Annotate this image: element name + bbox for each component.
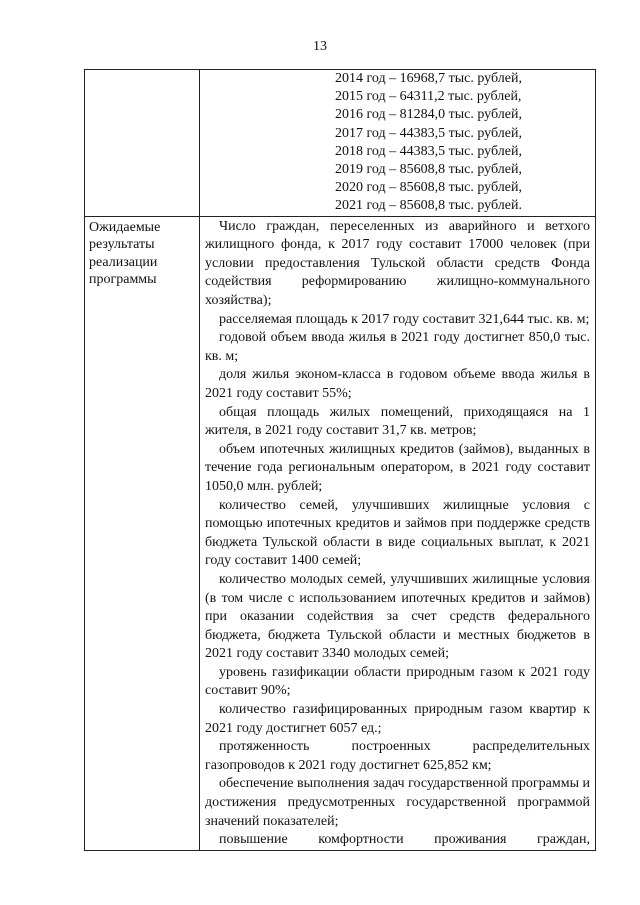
- funding-line-2014: 2014 год – 16968,7 тыс. рублей,: [335, 71, 522, 86]
- funding-line-2020: 2020 год – 85608,8 тыс. рублей,: [335, 180, 522, 196]
- page-number: 13: [313, 39, 327, 54]
- expected-results-row: [85, 216, 596, 850]
- result-young-families-improved: количество молодых семей, улучшивших жилищные условия (в том числе с использованием ипотечных кредитов и займов) при оказании содействия за счет средств федерального бюджета, бюджета Тульской области и местных бюджетов в 2021 году составит 3340 молодых семей;: [205, 571, 590, 662]
- result-mortgage-volume: объем ипотечных жилищных кредитов (займов), выданных в течение года региональным оператором, в 2021 году составит 1050,0 млн. рублей;: [205, 441, 590, 494]
- funding-line-2017: 2017 год – 44383,5 тыс. рублей,: [335, 125, 522, 141]
- expected-results-list: [205, 217, 590, 850]
- result-families-improved: количество семей, улучшивших жилищные условия с помощью ипотечных кредитов и займов при поддержке средств бюджета Тульской области в виде социальных выплат, к 2021 году составит 1400 семей;: [205, 497, 590, 569]
- funding-line-2015: 2015 год – 64311,2 тыс. рублей,: [335, 89, 522, 105]
- result-economy-class-share: доля жилья эконом-класса в годовом объеме ввода жилья в 2021 году составит 55%;: [205, 367, 590, 401]
- result-area-per-resident: общая площадь жилых помещений, приходящаяся на 1 жителя, в 2021 году составит 31,7 кв. метров;: [205, 404, 590, 439]
- funding-line-2018: 2018 год – 44383,5 тыс. рублей,: [335, 143, 522, 159]
- result-resettled-area: расселяемая площадь к 2017 году составит 321,644 тыс. кв. м;: [219, 311, 590, 327]
- expected-results-content-cell: [200, 216, 596, 850]
- funding-line-2021: 2021 год – 85608,8 тыс. рублей.: [335, 198, 522, 214]
- result-gasification-level: уровень газификации области природным газом к 2021 году составит 90%;: [205, 664, 590, 699]
- result-resettled-citizens: Число граждан, переселенных из аварийного и ветхого жилищного фонда, к 2017 году составит 17000 человек (при условии предоставления Тульской области средств Фонда содействия реформированию жилищно-коммунального хозяйства);: [205, 218, 590, 308]
- funding-label-cell: [85, 70, 200, 217]
- result-living-comfort: повышение комфортности проживания граждан,: [219, 832, 590, 848]
- result-annual-housing-input: годовой объем ввода жилья в 2021 году достигнет 850,0 тыс. кв. м;: [205, 330, 590, 364]
- expected-results-label: Ожидаемые результаты реализации программы: [85, 216, 200, 850]
- funding-content-cell: [200, 70, 596, 217]
- program-passport-table: [84, 69, 596, 851]
- funding-line-2016: 2016 год – 81284,0 тыс. рублей,: [335, 107, 522, 123]
- result-gas-pipeline-length: протяженность построенных распределительных газопроводов к 2021 году достигнет 625,852 км;: [205, 739, 590, 773]
- result-program-objectives: обеспечение выполнения задач государственной программы и достижения предусмотренных государственной программой значений показателей;: [205, 776, 590, 829]
- funding-by-year-list: [205, 70, 590, 216]
- funding-row: [85, 70, 596, 217]
- result-gasified-apartments: количество газифицированных природным газом квартир к 2021 году достигнет 6057 ед.;: [205, 702, 590, 736]
- funding-line-2019: 2019 год – 85608,8 тыс. рублей,: [335, 162, 522, 178]
